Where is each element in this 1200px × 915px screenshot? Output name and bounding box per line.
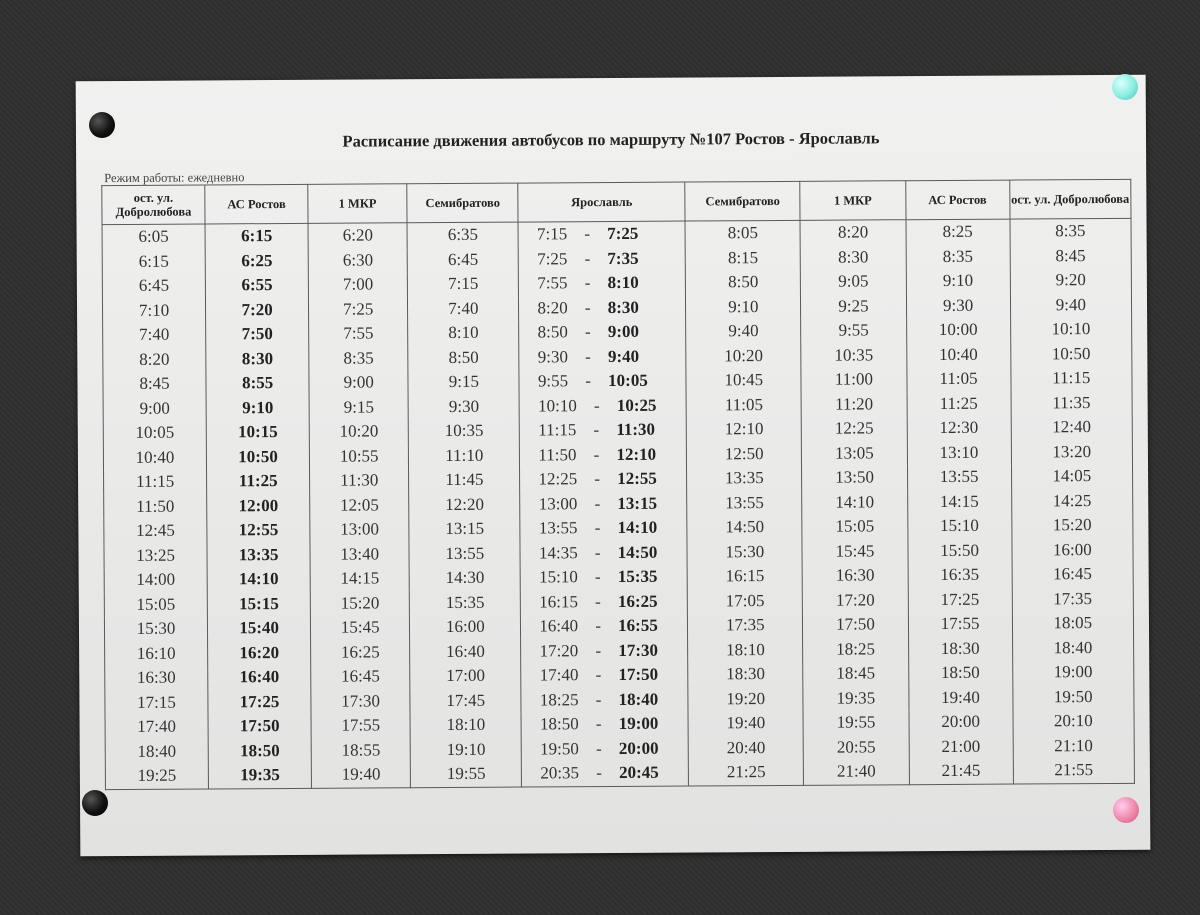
time-cell: 12:30 (907, 416, 1011, 441)
time-cell: 6:45 (102, 273, 205, 298)
arrival-time: 16:15 (539, 591, 579, 611)
time-cell: 15:05 (104, 592, 207, 617)
time-separator: - (584, 273, 591, 293)
time-cell: 10:50 (1010, 341, 1132, 366)
yaroslavl-cell (519, 369, 686, 395)
time-cell: 9:00 (309, 370, 408, 395)
time-cell: 16:40 (410, 639, 521, 664)
time-cell: 19:20 (688, 686, 803, 711)
time-separator: - (585, 371, 592, 391)
time-cell: 16:00 (1012, 537, 1134, 562)
time-cell: 16:00 (410, 615, 521, 640)
arrival-time: 13:55 (538, 518, 578, 538)
time-cell: 14:10 (802, 490, 907, 515)
time-cell: 13:55 (907, 465, 1011, 490)
time-cell: 17:35 (688, 613, 803, 638)
header-1mkr-out: 1 МКР (308, 184, 407, 224)
arrival-time: 17:20 (539, 640, 579, 660)
time-cell: 18:55 (311, 738, 410, 763)
time-cell: 10:40 (906, 342, 1010, 367)
time-cell: 15:30 (104, 616, 207, 641)
time-separator: - (596, 763, 602, 783)
time-cell: 11:10 (409, 443, 520, 468)
time-cell: 11:05 (686, 392, 801, 417)
arrival-time: 10:10 (537, 395, 577, 415)
yaroslavl-cell (519, 246, 686, 272)
time-cell: 7:25 (309, 297, 408, 322)
time-cell: 16:45 (311, 664, 410, 689)
time-cell: 7:40 (408, 296, 519, 321)
pink-pushpin (1113, 797, 1139, 823)
black-pushpin (82, 790, 108, 816)
arrival-time: 18:25 (539, 689, 579, 709)
arrival-time: 11:50 (538, 444, 577, 464)
time-cell: 7:55 (309, 321, 408, 346)
arrival-time: 16:40 (539, 616, 579, 636)
departure-time: 10:25 (616, 395, 657, 415)
time-separator: - (593, 395, 600, 415)
departure-time: 11:30 (616, 419, 656, 439)
time-cell: 9:25 (801, 294, 906, 319)
time-cell: 19:50 (1012, 684, 1134, 709)
departure-time: 20:45 (618, 762, 659, 782)
arrival-time: 17:40 (539, 665, 579, 685)
time-cell: 21:25 (689, 760, 804, 786)
time-cell: 11:25 (207, 469, 310, 494)
time-cell: 16:35 (908, 563, 1012, 588)
departure-time: 12:10 (616, 444, 657, 464)
time-cell: 10:10 (1010, 317, 1132, 342)
time-separator: - (594, 469, 601, 489)
time-separator: - (595, 689, 602, 709)
arrival-time: 9:55 (537, 371, 569, 391)
time-cell: 11:35 (1011, 390, 1133, 415)
time-cell: 17:00 (410, 664, 521, 689)
yaroslavl-cell (520, 418, 687, 444)
time-cell: 13:00 (310, 517, 409, 542)
time-cell: 9:55 (801, 318, 906, 343)
time-cell: 18:05 (1012, 611, 1134, 636)
time-cell: 17:20 (803, 588, 908, 613)
schedule-sheet (76, 75, 1151, 857)
time-cell: 16:30 (105, 665, 208, 690)
departure-time: 16:25 (617, 591, 658, 611)
time-cell: 19:40 (688, 711, 803, 736)
time-cell: 18:25 (803, 637, 908, 662)
time-cell: 14:15 (310, 566, 409, 591)
time-cell: 12:55 (207, 518, 310, 543)
time-cell: 14:10 (207, 567, 310, 592)
time-cell: 8:30 (801, 245, 906, 270)
time-cell: 11:30 (310, 468, 409, 493)
yaroslavl-cell (521, 712, 688, 738)
time-separator: - (595, 738, 602, 758)
header-dobrolyubova-back: ост. ул. Добролюбова (1009, 179, 1131, 219)
time-cell: 8:50 (408, 345, 519, 370)
time-cell: 9:40 (686, 319, 801, 344)
time-cell: 9:15 (309, 395, 408, 420)
time-cell: 8:20 (103, 347, 206, 372)
time-cell: 10:05 (103, 420, 206, 445)
time-cell: 6:05 (102, 224, 205, 250)
time-cell: 17:25 (908, 587, 1012, 612)
time-cell: 8:30 (206, 346, 309, 371)
departure-time: 8:10 (607, 272, 639, 293)
yaroslavl-cell (519, 393, 686, 419)
time-cell: 8:45 (1010, 243, 1132, 268)
time-cell: 15:20 (1011, 513, 1133, 538)
time-cell: 15:15 (207, 591, 310, 616)
arrival-time: 7:25 (537, 248, 568, 268)
time-cell: 18:10 (688, 637, 803, 662)
time-cell: 15:50 (907, 538, 1011, 563)
time-cell: 11:00 (801, 367, 906, 392)
yaroslavl-cell (520, 516, 687, 542)
time-cell: 13:55 (687, 490, 802, 515)
yaroslavl-cell (519, 320, 686, 346)
time-cell: 8:15 (685, 245, 800, 270)
time-cell: 12:10 (686, 417, 801, 442)
table-row (105, 758, 1134, 789)
time-cell: 9:05 (801, 269, 906, 294)
arrival-time: 7:55 (537, 273, 568, 293)
time-cell: 8:55 (206, 371, 309, 396)
time-cell: 9:10 (686, 294, 801, 319)
time-separator: - (584, 248, 591, 268)
time-cell: 9:15 (408, 370, 519, 395)
time-cell: 21:40 (804, 759, 909, 785)
arrival-time: 9:30 (537, 346, 569, 366)
time-cell: 6:30 (308, 248, 407, 273)
departure-time: 17:50 (618, 664, 659, 684)
black-pushpin (89, 112, 115, 138)
time-cell: 17:45 (410, 688, 521, 713)
time-cell: 11:05 (906, 367, 1010, 392)
time-cell: 17:35 (1012, 586, 1134, 611)
time-cell: 12:00 (207, 493, 310, 518)
yaroslavl-cell (521, 687, 688, 713)
time-cell: 19:55 (803, 710, 908, 735)
time-cell: 13:05 (802, 441, 907, 466)
yaroslavl-cell (521, 663, 688, 689)
time-cell: 15:40 (208, 616, 311, 641)
schedule-body (102, 218, 1134, 789)
time-cell: 9:10 (906, 269, 1010, 294)
time-cell: 15:30 (687, 539, 802, 564)
departure-time: 18:40 (618, 689, 659, 709)
time-cell: 19:40 (311, 762, 410, 788)
time-cell: 19:40 (908, 685, 1012, 710)
time-separator: - (595, 640, 602, 660)
operating-mode: Режим работы: ежедневно (104, 170, 245, 186)
time-cell: 17:50 (803, 612, 908, 637)
time-cell: 10:35 (408, 419, 519, 444)
time-cell: 18:30 (908, 636, 1012, 661)
time-cell: 9:30 (408, 394, 519, 419)
time-cell: 8:45 (103, 371, 206, 396)
time-cell: 9:10 (206, 395, 309, 420)
yaroslavl-cell (521, 614, 688, 640)
departure-time: 9:00 (607, 321, 640, 342)
time-cell: 18:50 (208, 738, 311, 763)
time-cell: 19:35 (803, 686, 908, 711)
time-cell: 6:45 (407, 247, 518, 272)
arrival-time: 15:10 (539, 567, 578, 587)
time-cell: 9:40 (1010, 292, 1132, 317)
header-as-rostov-out: АС Ростов (205, 184, 308, 224)
time-cell: 14:00 (104, 567, 207, 592)
arrival-time: 12:25 (538, 469, 578, 489)
time-cell: 16:10 (105, 641, 208, 666)
time-cell: 7:20 (206, 297, 309, 322)
yaroslavl-cell (519, 295, 686, 321)
time-cell: 9:20 (1010, 268, 1132, 293)
time-cell: 14:15 (907, 489, 1011, 514)
time-cell: 17:15 (105, 690, 208, 715)
time-cell: 6:25 (205, 248, 308, 273)
time-cell: 10:50 (206, 444, 309, 469)
time-separator: - (595, 591, 601, 611)
time-cell: 17:30 (311, 689, 410, 714)
time-cell: 21:00 (909, 734, 1013, 759)
departure-time: 13:15 (617, 493, 658, 513)
time-cell: 11:15 (1011, 366, 1133, 391)
time-cell: 6:15 (102, 249, 205, 274)
yaroslavl-cell (520, 442, 687, 468)
yaroslavl-cell (518, 221, 685, 247)
arrival-time: 20:35 (540, 763, 580, 783)
departure-time: 14:10 (617, 517, 658, 537)
time-cell: 18:40 (105, 739, 208, 764)
time-cell: 15:10 (907, 514, 1011, 539)
time-separator: - (594, 567, 601, 587)
time-cell: 7:50 (206, 322, 309, 347)
time-cell: 6:55 (205, 273, 308, 298)
time-cell: 20:10 (1013, 709, 1135, 734)
time-cell: 7:10 (102, 298, 205, 323)
departure-time: 7:25 (607, 223, 639, 244)
time-cell: 18:40 (1012, 635, 1134, 660)
departure-time: 17:30 (618, 640, 659, 660)
time-cell: 11:45 (409, 468, 520, 493)
time-cell: 16:25 (311, 640, 410, 665)
time-separator: - (584, 322, 591, 342)
time-separator: - (595, 665, 602, 685)
time-separator: - (594, 493, 601, 513)
time-cell: 9:00 (103, 396, 206, 421)
time-cell: 10:40 (103, 445, 206, 470)
time-cell: 10:35 (801, 343, 906, 368)
time-cell: 6:20 (308, 223, 407, 249)
header-semibratovo-back: Семибратово (685, 181, 800, 221)
yaroslavl-cell (521, 589, 688, 615)
time-cell: 16:45 (1012, 562, 1134, 587)
time-cell: 17:25 (208, 689, 311, 714)
departure-time: 9:40 (607, 346, 640, 366)
time-cell: 17:55 (311, 713, 410, 738)
time-cell: 8:25 (906, 219, 1010, 245)
time-cell: 12:05 (310, 493, 409, 518)
time-separator: - (593, 420, 600, 440)
time-cell: 18:50 (908, 661, 1012, 686)
time-cell: 6:15 (205, 223, 308, 249)
departure-time: 7:35 (607, 248, 639, 268)
header-1mkr-back: 1 МКР (800, 181, 905, 221)
time-cell: 17:40 (105, 714, 208, 739)
arrival-time: 19:50 (540, 738, 579, 758)
yaroslavl-cell (521, 565, 688, 591)
arrival-time: 11:15 (538, 420, 577, 440)
header-yaroslavl: Ярославль (518, 182, 685, 222)
departure-time: 19:00 (618, 713, 659, 733)
header-row (102, 179, 1131, 224)
time-cell: 14:30 (409, 566, 520, 591)
time-cell: 15:35 (409, 590, 520, 615)
yaroslavl-cell (520, 491, 687, 517)
departure-time: 12:55 (617, 468, 657, 488)
time-cell: 7:40 (103, 322, 206, 347)
time-cell: 21:55 (1013, 758, 1135, 784)
arrival-time: 7:15 (536, 224, 568, 244)
departure-time: 14:50 (617, 542, 658, 562)
time-cell: 12:40 (1011, 415, 1133, 440)
time-cell: 7:15 (408, 272, 519, 297)
time-separator: - (584, 297, 591, 317)
time-cell: 17:55 (908, 612, 1012, 637)
time-cell: 14:05 (1011, 464, 1133, 489)
time-cell: 11:20 (801, 392, 906, 417)
time-cell: 16:30 (803, 563, 908, 588)
time-separator: - (594, 542, 601, 562)
time-cell: 19:55 (411, 762, 522, 788)
time-cell: 10:45 (686, 368, 801, 393)
time-cell: 20:00 (909, 710, 1013, 735)
time-cell: 13:50 (802, 465, 907, 490)
time-cell: 11:15 (104, 469, 207, 494)
time-cell: 11:25 (907, 391, 1011, 416)
time-cell: 18:10 (410, 713, 521, 738)
time-separator: - (593, 444, 600, 464)
time-cell: 10:00 (906, 318, 1010, 343)
yaroslavl-cell (519, 271, 686, 297)
time-cell: 19:00 (1012, 660, 1134, 685)
time-cell: 8:10 (408, 321, 519, 346)
time-cell: 19:35 (208, 763, 311, 789)
header-as-rostov-back: АС Ростов (905, 180, 1009, 220)
arrival-time: 18:50 (539, 714, 579, 734)
time-cell: 8:20 (800, 220, 905, 246)
time-cell: 13:55 (409, 541, 520, 566)
time-cell: 10:20 (309, 419, 408, 444)
time-separator: - (585, 346, 591, 366)
time-cell: 20:55 (804, 735, 909, 760)
time-cell: 13:40 (310, 542, 409, 567)
header-dobrolyubova-out: ост. ул. Добролюбова (102, 185, 205, 225)
time-separator: - (595, 714, 602, 734)
time-cell: 10:20 (686, 343, 801, 368)
time-cell: 16:20 (208, 640, 311, 665)
time-cell: 13:10 (907, 440, 1011, 465)
departure-time: 16:55 (618, 615, 658, 635)
time-cell: 14:25 (1011, 488, 1133, 513)
yaroslavl-cell (520, 540, 687, 566)
schedule-table (101, 179, 1135, 790)
time-cell: 18:30 (688, 662, 803, 687)
yaroslavl-cell (519, 344, 686, 370)
time-cell: 13:35 (207, 542, 310, 567)
time-cell: 8:35 (906, 244, 1010, 269)
time-cell: 15:20 (310, 591, 409, 616)
time-cell: 12:20 (409, 492, 520, 517)
time-cell: 6:35 (407, 222, 518, 248)
time-cell: 10:15 (206, 420, 309, 445)
time-cell: 15:05 (802, 514, 907, 539)
time-cell: 13:20 (1011, 439, 1133, 464)
time-cell: 15:45 (311, 615, 410, 640)
header-semibratovo-out: Семибратово (407, 183, 518, 223)
departure-time: 15:35 (617, 566, 658, 586)
arrival-time: 8:20 (537, 297, 568, 317)
time-cell: 13:15 (409, 517, 520, 542)
departure-time: 20:00 (618, 738, 659, 758)
yaroslavl-cell (522, 736, 689, 762)
time-separator: - (594, 518, 601, 538)
time-cell: 12:45 (104, 518, 207, 543)
time-cell: 21:10 (1013, 733, 1135, 758)
arrival-time: 14:35 (538, 542, 578, 562)
yaroslavl-cell (521, 638, 688, 664)
time-cell: 12:50 (687, 441, 802, 466)
time-cell: 9:30 (906, 293, 1010, 318)
arrival-time: 8:50 (537, 322, 568, 342)
time-cell: 8:50 (686, 270, 801, 295)
teal-pushpin (1112, 74, 1138, 100)
time-cell: 15:45 (802, 539, 907, 564)
time-cell: 17:05 (687, 588, 802, 613)
time-cell: 7:00 (309, 272, 408, 297)
time-cell: 19:25 (105, 763, 208, 789)
time-cell: 13:35 (687, 466, 802, 491)
time-cell: 21:45 (909, 759, 1013, 785)
departure-time: 10:05 (608, 370, 648, 391)
time-cell: 13:25 (104, 543, 207, 568)
time-cell: 12:25 (802, 416, 907, 441)
time-cell: 8:35 (309, 346, 408, 371)
time-cell: 11:50 (104, 494, 207, 519)
time-separator: - (595, 616, 602, 636)
schedule-title: Расписание движения автобусов по маршруту №107 Ростов - Ярославль (342, 128, 880, 151)
time-cell: 14:50 (687, 515, 802, 540)
time-separator: - (584, 224, 591, 244)
time-cell: 18:45 (803, 661, 908, 686)
time-cell: 10:55 (310, 444, 409, 469)
time-cell: 16:15 (687, 564, 802, 589)
time-cell: 20:40 (688, 735, 803, 760)
time-cell: 17:50 (208, 714, 311, 739)
yaroslavl-cell (522, 761, 689, 787)
time-cell: 8:35 (1010, 218, 1132, 244)
arrival-time: 13:00 (538, 493, 578, 513)
departure-time: 8:30 (607, 297, 639, 317)
time-cell: 19:10 (410, 737, 521, 762)
time-cell: 16:40 (208, 665, 311, 690)
time-cell: 8:05 (685, 220, 800, 246)
yaroslavl-cell (520, 467, 687, 493)
